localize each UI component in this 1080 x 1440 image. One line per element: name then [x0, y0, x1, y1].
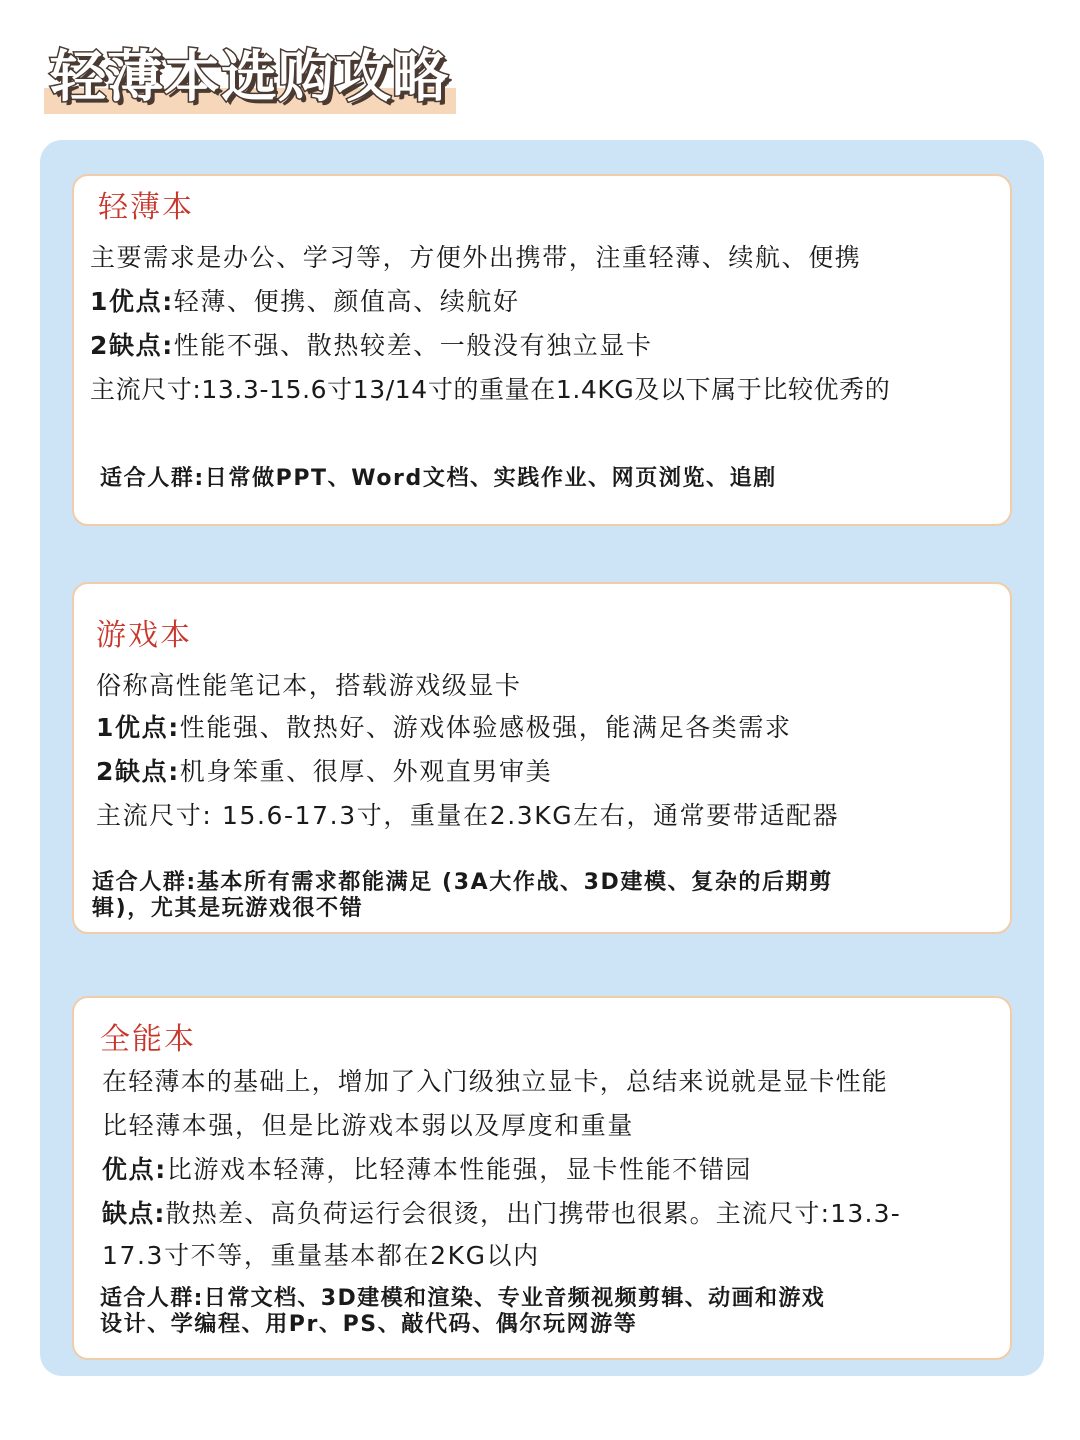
- pros-text: 性能强、散热好、游戏体验感极强，能满足各类需求: [179, 713, 792, 742]
- card-all-round-laptop: [72, 996, 1012, 1360]
- pros-label: 1优点:: [90, 287, 174, 316]
- card-audience-line2: 设计、学编程、用Pr、PS、敲代码、偶尔玩网游等: [100, 1312, 638, 1337]
- card-pros: [96, 710, 792, 746]
- card-cons-line2: 17.3寸不等，重量基本都在2KG以内: [102, 1241, 540, 1270]
- card-intro-line1: 在轻薄本的基础上，增加了入门级独立显卡，总结来说就是显卡性能: [102, 1067, 889, 1096]
- card-cons: [96, 754, 552, 790]
- title-banner: [44, 42, 456, 114]
- pros-label: 1优点:: [96, 713, 180, 742]
- card-size: 主流尺寸:13.3-15.6寸13/14寸的重量在1.4KG及以下属于比较优秀的: [90, 375, 891, 404]
- card-audience-line1: 适合人群:日常文档、3D建模和渲染、专业音频视频剪辑、动画和游戏: [100, 1286, 826, 1311]
- card-ultrabook: [72, 174, 1012, 526]
- card-pros: [102, 1152, 752, 1188]
- card-pros: [90, 284, 520, 320]
- cons-text: 性能不强、散热较差、一般没有独立显卡: [173, 331, 653, 360]
- card-intro-line2: 比轻薄本强，但是比游戏本弱以及厚度和重量: [102, 1111, 635, 1140]
- card-title: 全能本: [100, 1022, 196, 1057]
- cons-label: 2缺点:: [96, 757, 180, 786]
- card-audience: 适合人群:日常做PPT、Word文档、实践作业、网页浏览、追剧: [100, 466, 777, 491]
- card-cons: [90, 328, 653, 364]
- card-size: 主流尺寸: 15.6-17.3寸，重量在2.3KG左右，通常要带适配器: [96, 801, 840, 830]
- card-audience-line1: 适合人群:基本所有需求都能满足 (3A大作战、3D建模、复杂的后期剪: [92, 870, 833, 895]
- cons-text: 散热差、高负荷运行会很烫，出门携带也很累。主流尺寸:13.3-: [165, 1199, 901, 1228]
- cons-label: 缺点:: [102, 1199, 166, 1228]
- cons-text: 机身笨重、很厚、外观直男审美: [179, 757, 553, 786]
- card-gaming-laptop: [72, 582, 1012, 934]
- pros-label: 优点:: [102, 1155, 167, 1184]
- pros-text: 比游戏本轻薄，比轻薄本性能强，显卡性能不错园: [166, 1155, 753, 1184]
- pros-text: 轻薄、便携、颜值高、续航好: [173, 287, 520, 316]
- card-cons: [102, 1196, 901, 1232]
- card-title: 游戏本: [96, 618, 192, 653]
- card-title: 轻薄本: [98, 190, 194, 225]
- card-intro: 主要需求是办公、学习等，方便外出携带，注重轻薄、续航、便携: [90, 243, 862, 272]
- page-title: 轻薄本选购攻略: [50, 45, 449, 110]
- card-intro: 俗称高性能笔记本，搭载游戏级显卡: [96, 671, 522, 700]
- card-audience-line2: 辑)，尤其是玩游戏很不错: [92, 896, 364, 921]
- cons-label: 2缺点:: [90, 331, 174, 360]
